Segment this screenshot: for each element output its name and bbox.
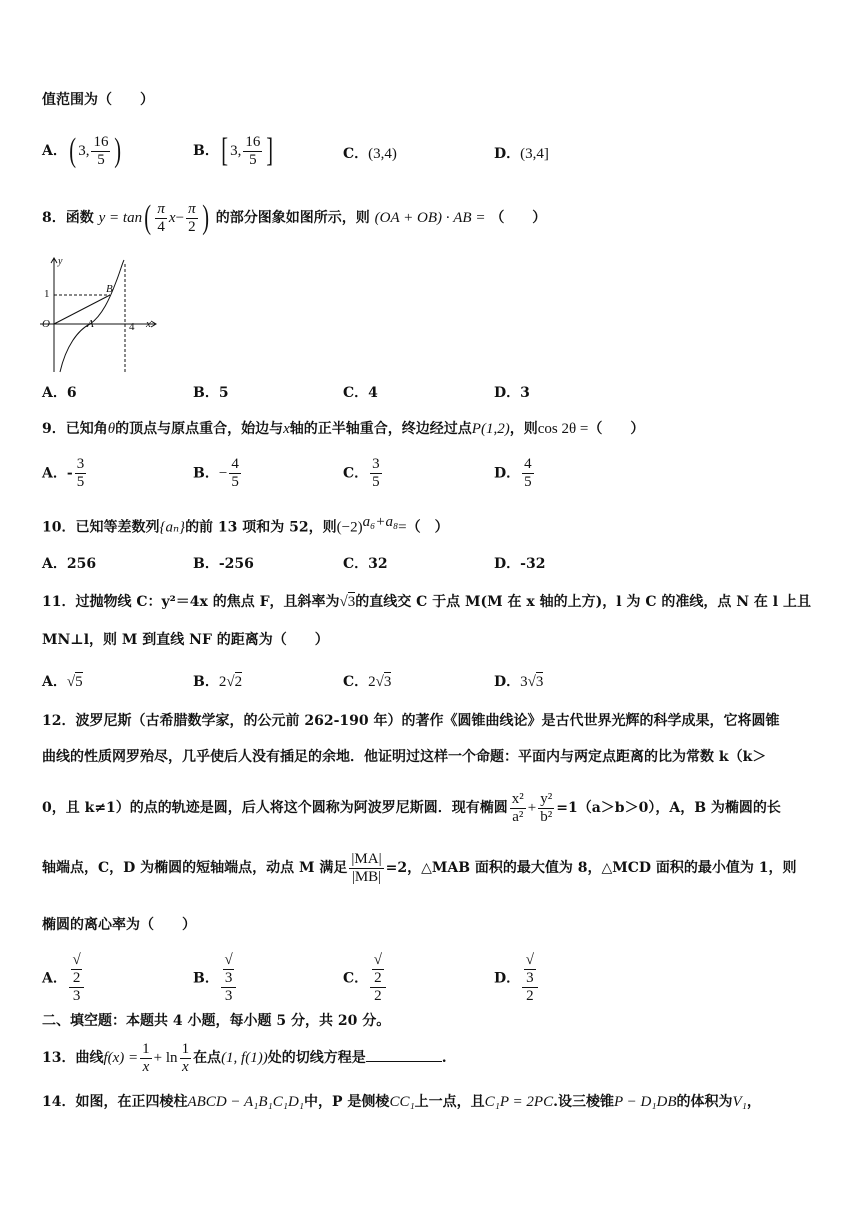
q8-option-b: B．5 — [193, 385, 229, 401]
q11-option-c: C．2√3 — [343, 674, 392, 690]
q7-option-c: C．(3,4) — [343, 146, 397, 162]
q9-option-a: A．- $\frac{3}{5}$ — [42, 456, 85, 490]
q8-option-c: C．4 — [343, 385, 378, 401]
q7-option-b: B．[ 3, $\frac{16}{5}$ ] — [193, 132, 274, 169]
q10-option-a: A．256 — [42, 556, 97, 572]
q8-option-a: A．6 — [42, 385, 77, 401]
q8-option-d: D．3 — [494, 385, 530, 401]
q13-answer-blank — [366, 1047, 442, 1062]
q10-option-c: C．32 — [343, 556, 388, 572]
q10-stem: 10．已知等差数列{aₙ}的前 13 项和为 52，则$(-2)^{a_6+a_8}=$（ ） — [42, 514, 449, 536]
q14-stem: 14．如图，在正四棱柱ABCD − A₁B₁C₁D₁中，P 是侧棱CC₁上一点，且C₁P = 2PC.设三棱锥P − D₁DB的体积为V₁， — [42, 1094, 761, 1110]
q11-option-d: D．3√3 — [494, 674, 544, 690]
q12-option-c: C． √ 2 2 — [343, 952, 388, 1005]
q7-stem-tail: 值范围为（ ） — [42, 92, 154, 108]
q8-graph-tick-1: 1 — [44, 288, 50, 300]
q12-stem-line3: 0，且 k≠1）的点的轨迹是圆，后人将这个圆称为阿波罗尼斯圆．现有椭圆 $\frac{\text{x²}}{\text{a²}}$ + $\frac{\text{y²}}{\text{b²}}$ =1（a＞b＞0），A，B 为椭圆的长 — [42, 790, 781, 825]
q7-option-d: D．(3,4] — [494, 146, 549, 162]
q12-option-a: A． √ 2 3 — [42, 952, 86, 1005]
q9-option-c: C． $\frac{3}{5}$ — [343, 456, 380, 490]
q11-option-a: A．√5 — [42, 674, 83, 690]
q7-option-a: A．( 3, $\frac{16}{5}$ ) — [42, 132, 122, 169]
q11-stem-line1: 11．过抛物线 C：y²＝4x 的焦点 F，且斜率为√3的直线交 C 于点 M(M 在 x 轴的上方)，l 为 C 的准线，点 N 在 l 上且 — [42, 594, 811, 610]
q11-option-b: B．2√2 — [193, 674, 243, 690]
q8-graph-point-a: A — [87, 318, 94, 330]
q8-graph-tick-4: 4 — [129, 321, 135, 333]
q12-stem-line2: 曲线的性质网罗殆尽，几乎使后人没有插足的余地．他证明过这样一个命题：平面内与两定点距离的比为常数 k（k＞ — [42, 749, 767, 765]
q9-option-b: B．− $\frac{4}{5}$ — [193, 456, 239, 490]
q13-stem: 13．曲线f(x) = $\frac{1}{x}$ + ln $\frac{1}{x}$ 在点(1, f(1))处的切线方程是 . — [42, 1040, 447, 1075]
q10-option-b: B．-256 — [193, 556, 254, 572]
q12-stem-line4: 轴端点，C，D 为椭圆的短轴端点，动点 M 满足 $\frac{|MA|}{|MB|}$ =2，△MAB 面积的最大值为 8，△MCD 面积的最小值为 1，则 — [42, 850, 797, 885]
section-fill-in-heading: 二、填空题：本题共 4 小题，每小题 5 分，共 20 分。 — [42, 1013, 391, 1029]
q8-stem: 8．函数 y = tan( $\frac{\pi}{4}$ x− $\frac{\pi}{2}$ ) 的部分图象如图所示，则 (OA + OB) · AB = （ ） — [42, 199, 547, 236]
q12-stem-line5: 椭圆的离心率为（ ） — [42, 917, 196, 933]
q8-tangent-graph — [38, 254, 164, 376]
q12-option-d: D． √ 3 2 — [494, 952, 540, 1005]
q9-stem: 9．已知角θ的顶点与原点重合，始边与x轴的正半轴重合，终边经过点P(1,2)，则cos 2θ =（ ） — [42, 421, 645, 437]
q9-option-d: D． $\frac{4}{5}$ — [494, 456, 532, 490]
q12-option-b: B． √ 3 3 — [193, 952, 238, 1005]
q8-graph-x-label: x — [146, 318, 151, 330]
q8-graph-point-b: B — [106, 283, 113, 295]
q8-graph-y-label: y — [58, 256, 63, 267]
q12-stem-line1: 12．波罗尼斯（古希腊数学家，的公元前 262-190 年）的著作《圆锥曲线论》是古代世界光辉的科学成果，它将圆锥 — [42, 713, 780, 729]
q11-stem-line2: MN⊥l，则 M 到直线 NF 的距离为（ ） — [42, 632, 329, 648]
q8-graph-origin: O — [42, 318, 50, 330]
q10-option-d: D．-32 — [494, 556, 546, 572]
